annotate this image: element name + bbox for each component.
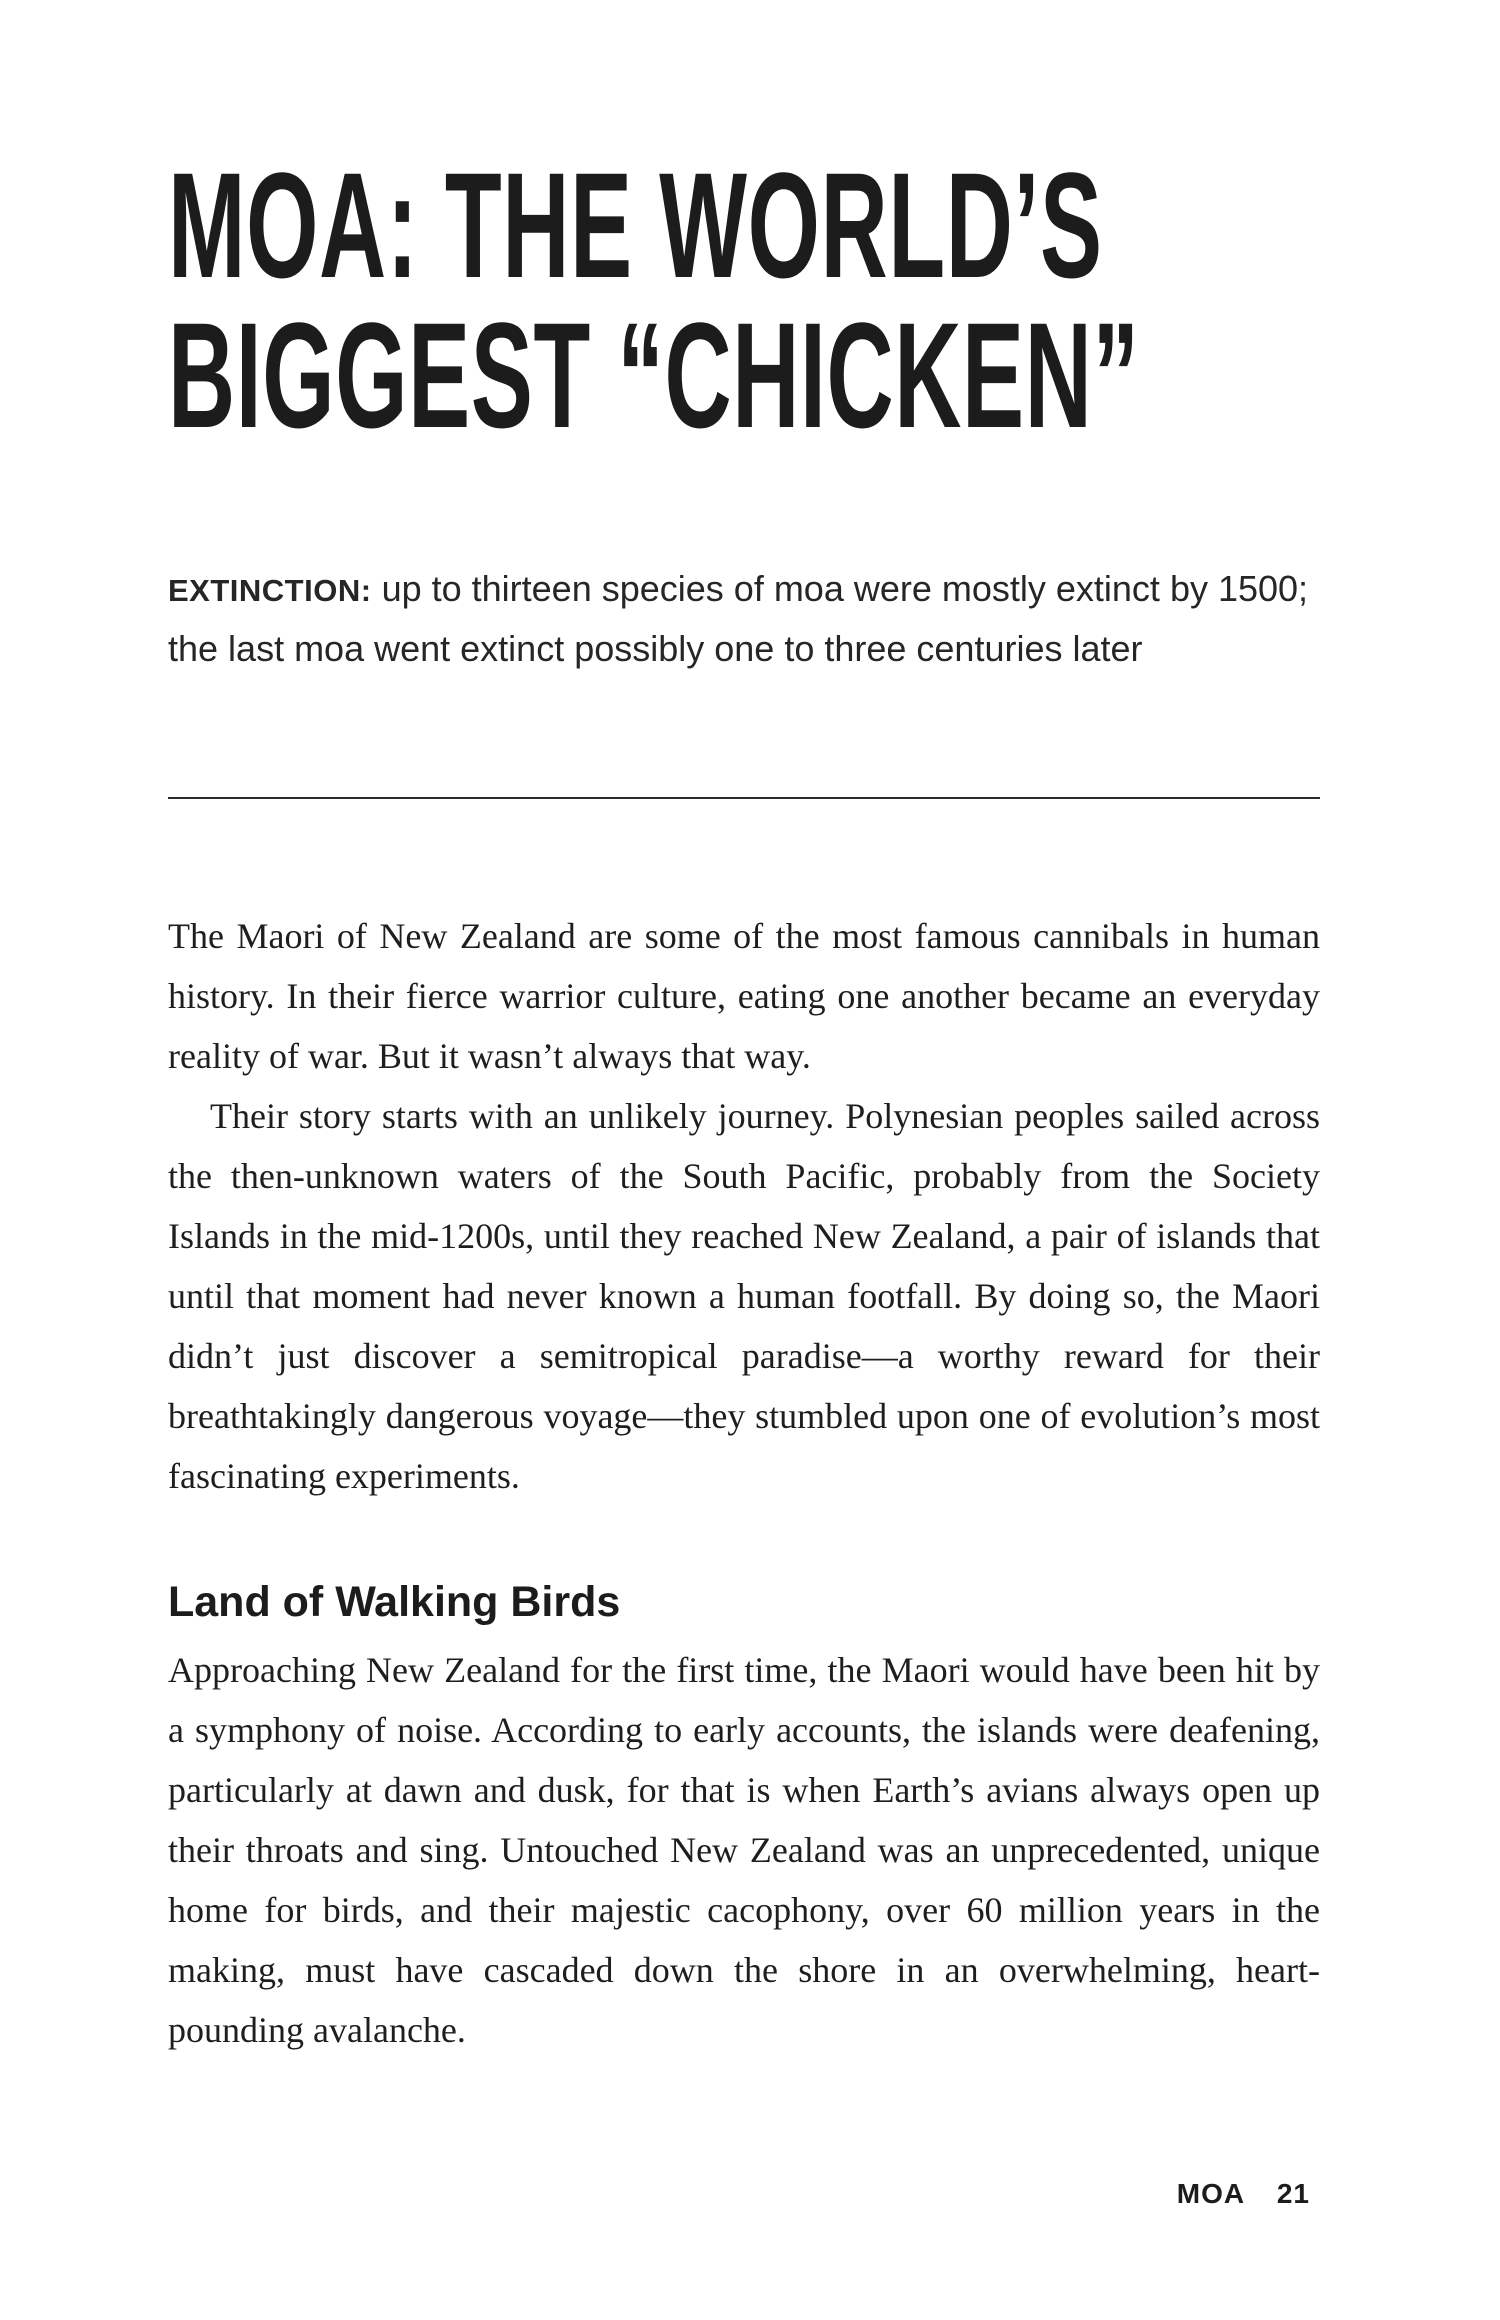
chapter-title	[168, 141, 1140, 459]
page-footer	[1177, 2174, 1310, 2214]
page-number: 21	[1276, 2178, 1310, 2209]
section-heading: Land of Walking Birds	[168, 1578, 621, 1626]
intro-paragraph-2: Their story starts with an unlikely journey. Polynesian peoples sailed across the then-unknown waters of the South Pacific, probably from the Society Islands in the mid-1200s, until they reached New Zealand, a pair of islands that until that moment had never known a human footfall. By doing so, the Maori didn’t just discover a semitropical paradise—a worthy reward for their breathtakingly dangerous voyage—they stumbled upon one of evolution’s most fascinating experiments.	[168, 1096, 1320, 1496]
section-divider	[168, 797, 1320, 799]
intro-paragraph-1: The Maori of New Zealand are some of the most famous cannibals in human history. In their fierce warrior culture, eating one another became an everyday reality of war. But it wasn’t always that way.	[168, 916, 1320, 1076]
extinction-summary	[168, 560, 1348, 678]
section-paragraph-1: Approaching New Zealand for the first time, the Maori would have been hit by a symphony of noise. According to early accounts, the islands were deafening, particularly at dawn and dusk, for that is when Earth’s avians always open up their throats and sing. Untouched New Zealand was an unprecedented, unique home for birds, and their majestic cacophony, over 60 million years in the making, must have cascaded down the shore in an overwhelming, heart-pounding avalanche.	[168, 1650, 1320, 2050]
intro-text	[168, 906, 1320, 1506]
chapter-title-line-1: MOA: THE WORLD’S	[168, 141, 1103, 309]
chapter-title-line-2: BIGGEST “CHICKEN”	[168, 291, 1140, 459]
running-head: MOA	[1176, 2178, 1245, 2209]
extinction-text: up to thirteen species of moa were mostly extinct by 1500; the last moa went extinct possibly one to three centuries later	[168, 568, 1309, 669]
extinction-label: EXTINCTION:	[168, 573, 372, 608]
section-text	[168, 1640, 1320, 2060]
